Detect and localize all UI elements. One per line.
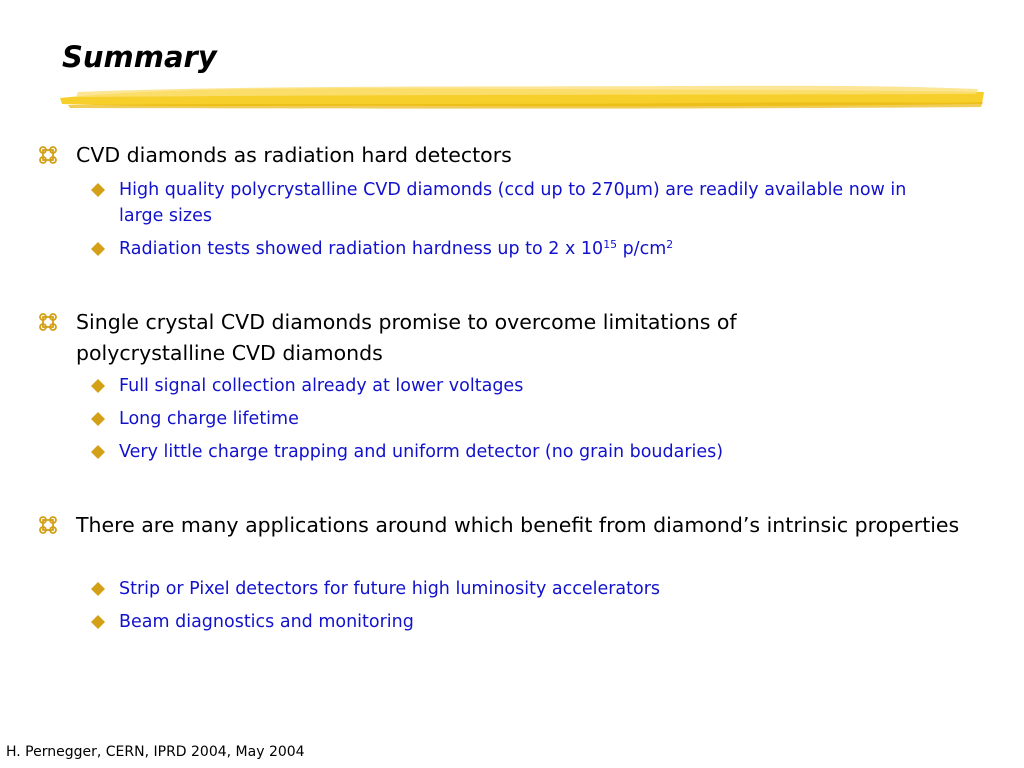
point-2-sub-2: Long charge lifetime [119, 409, 299, 429]
command-key-icon [38, 312, 58, 332]
command-key-icon [38, 515, 58, 535]
diamond-icon [90, 581, 106, 597]
diamond-icon [90, 614, 106, 630]
point-2-sub-3: Very little charge trapping and uniform detector (no grain boudaries) [119, 442, 724, 462]
point-2: Single crystal CVD diamonds promise to overcome limitations of polycrystalline CVD diamonds [76, 310, 737, 365]
diamond-icon [90, 378, 106, 394]
point-1-sub-1: High quality polycrystalline CVD diamonds (ccd up to 270μm) are readily available now in large sizes [119, 180, 907, 226]
slide-title: Summary [62, 40, 217, 74]
command-key-icon [38, 145, 58, 165]
point-3-sub-2: Beam diagnostics and monitoring [119, 612, 414, 632]
diamond-icon [90, 411, 106, 427]
diamond-icon [90, 182, 106, 198]
footer-citation: H. Pernegger, CERN, IPRD 2004, May 2004 [6, 744, 305, 760]
point-1-sub-2: Radiation tests showed radiation hardness up to 2 x $10^{15}$ $p/cm^2$ [119, 238, 674, 259]
point-3: There are many applications around which benefit from diamond’s intrinsic properties [76, 513, 960, 537]
point-2-sub-1: Full signal collection already at lower voltages [119, 376, 524, 396]
point-3-sub-1: Strip or Pixel detectors for future high luminosity accelerators [119, 579, 661, 599]
point-1: CVD diamonds as radiation hard detectors [76, 143, 512, 167]
diamond-icon [90, 241, 106, 257]
diamond-icon [90, 444, 106, 460]
